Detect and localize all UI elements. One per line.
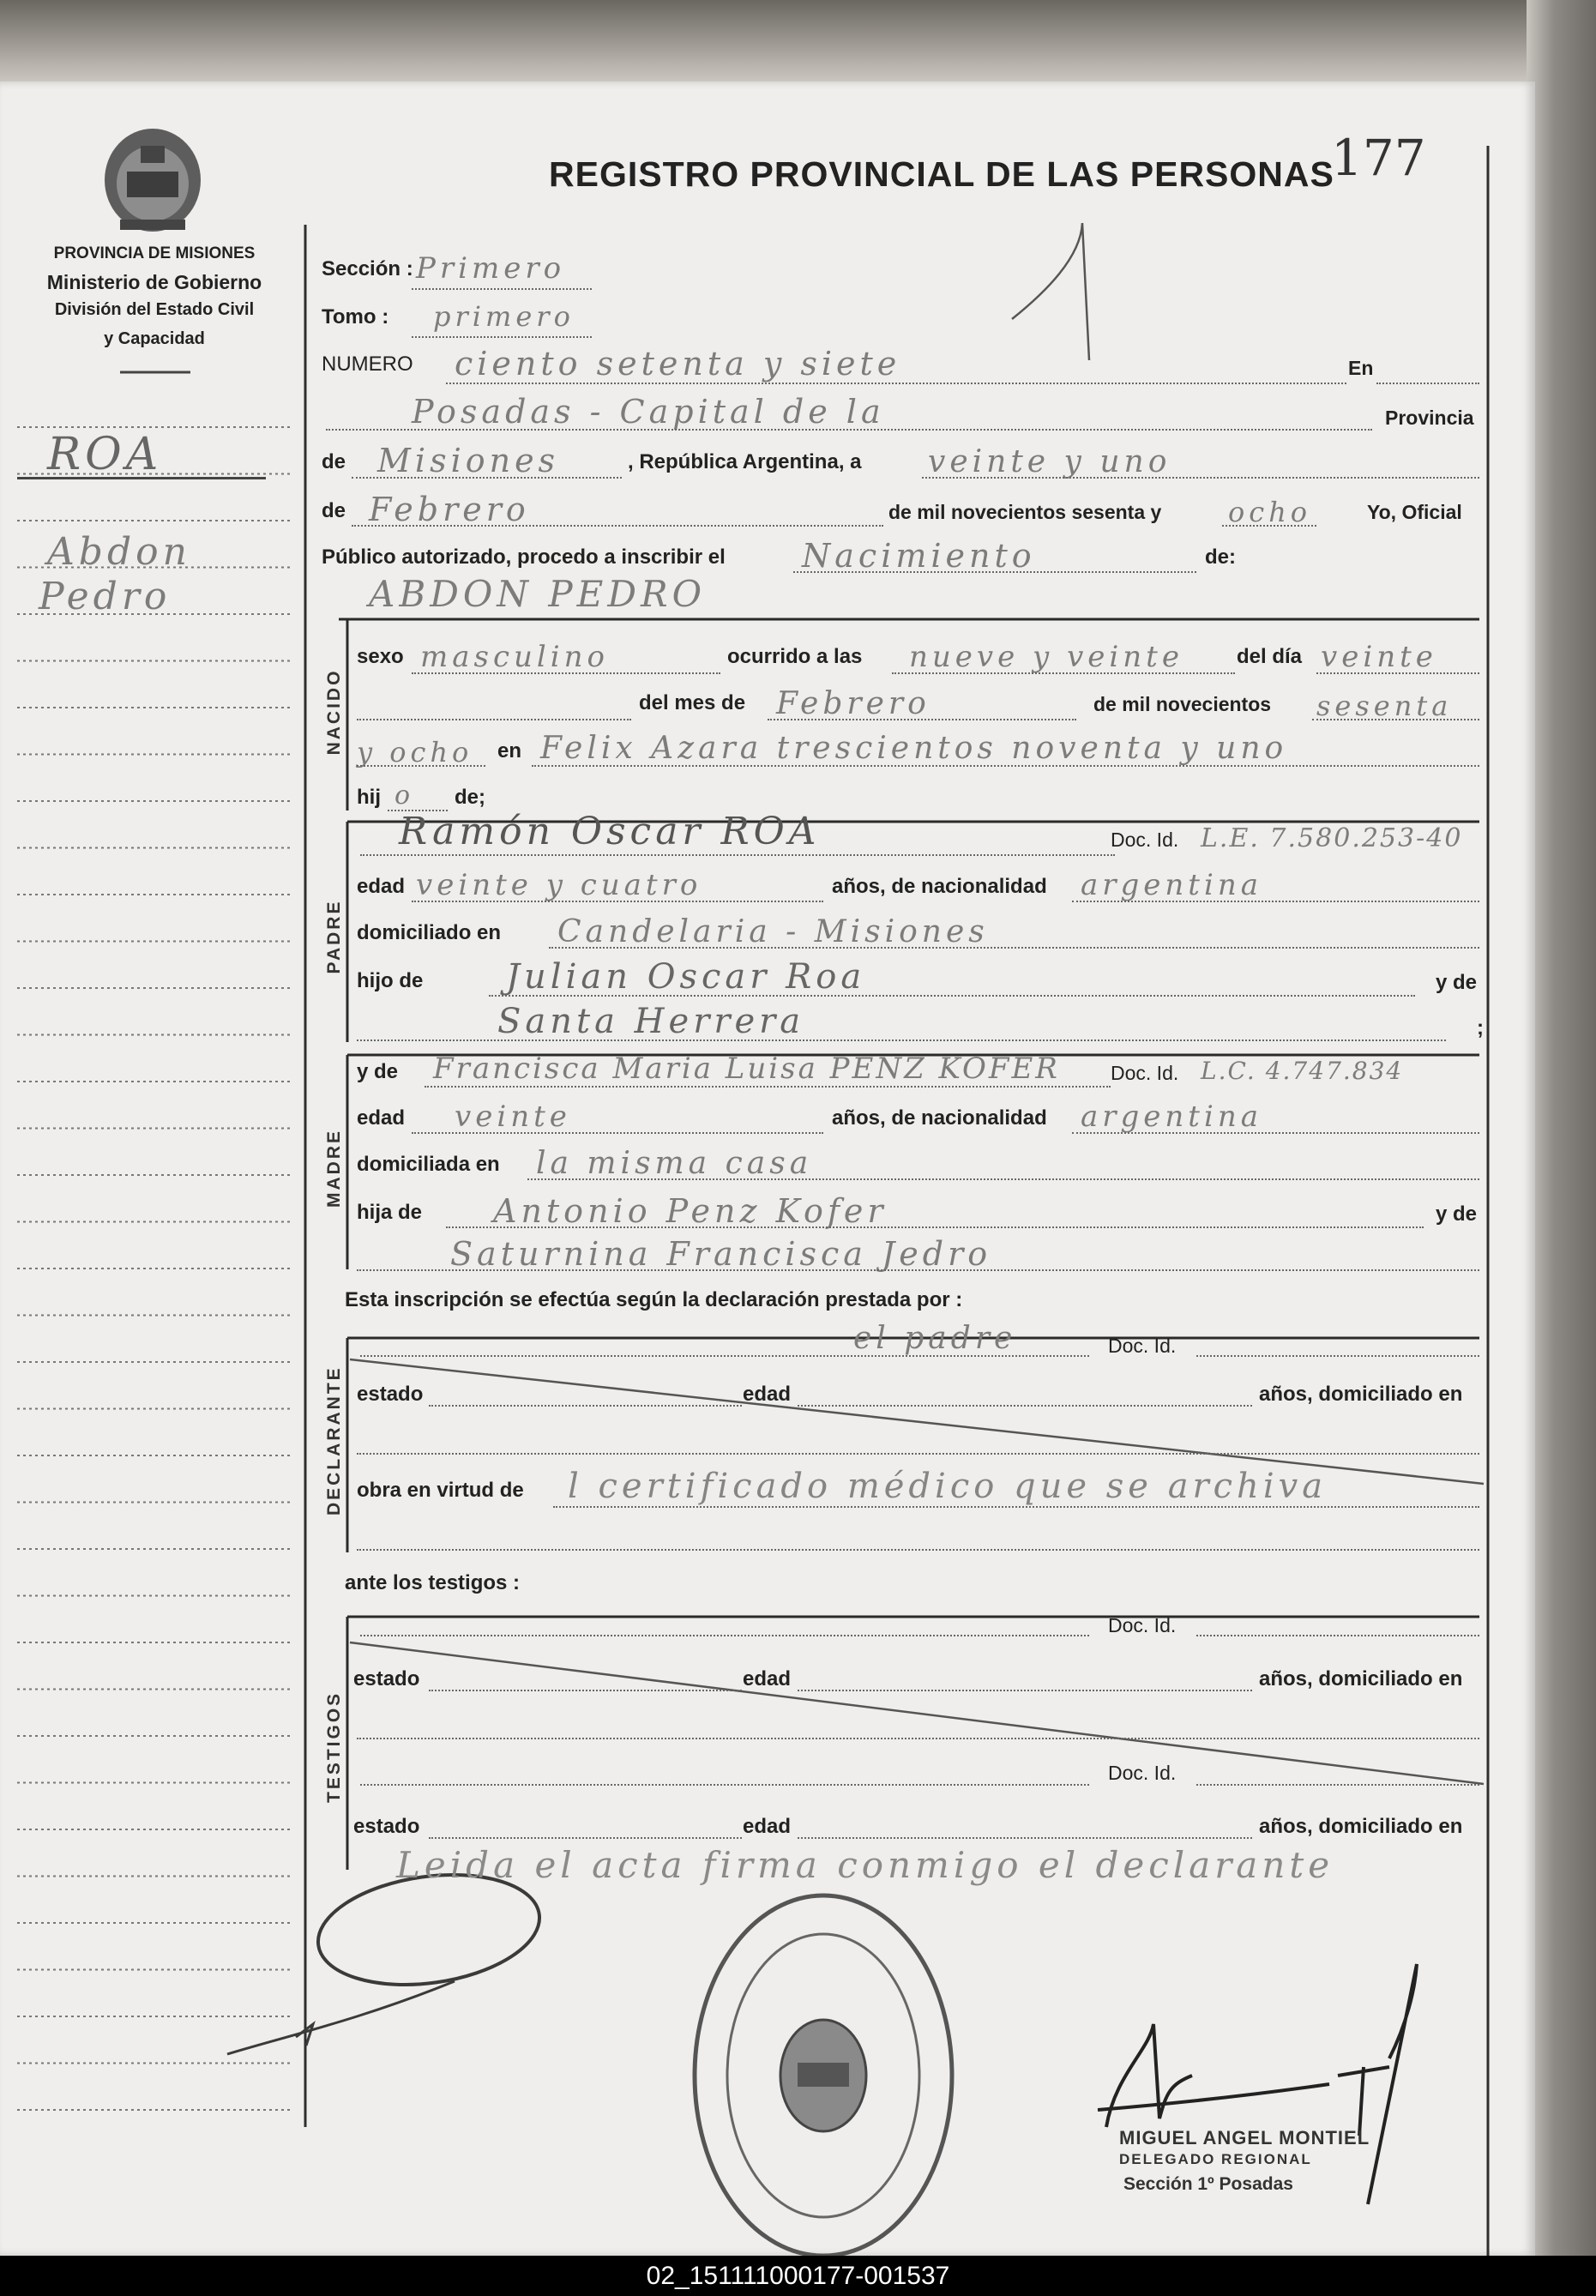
- value-dia-nac: veinte: [1321, 640, 1437, 674]
- value-anio-nac-2: y ocho: [357, 736, 473, 768]
- label-testigo2-edad: edad: [743, 1815, 792, 1838]
- label-ocurrido: ocurrido a las: [727, 645, 863, 668]
- value-padre-nombre: Ramón Oscar ROA: [399, 810, 821, 853]
- label-mil-novecientos: de mil novecientos: [1093, 693, 1272, 715]
- label-madre-doc: Doc. Id.: [1111, 1062, 1179, 1084]
- label-yo-oficial: Yo, Oficial: [1367, 501, 1462, 523]
- label-declarante-estado: estado: [357, 1383, 424, 1406]
- official-round-stamp: [695, 1895, 952, 2256]
- label-madre-y-de-2: y de: [1436, 1202, 1478, 1226]
- value-acto: Nacimiento: [802, 537, 1036, 575]
- value-lugar: Felix Azara trescientos noventa y uno: [540, 731, 1288, 766]
- label-madre-edad: edad: [357, 1106, 406, 1130]
- value-padre-dom: Candelaria - Misiones: [557, 914, 989, 949]
- label-padre-hijo-de: hijo de: [357, 969, 424, 992]
- label-declarante-doc: Doc. Id.: [1108, 1335, 1177, 1357]
- label-padre-dom: domiciliado en: [357, 921, 502, 944]
- file-id-bar: 02_151111000177-001537: [0, 2256, 1596, 2296]
- label-del-dia: del día: [1237, 645, 1303, 668]
- label-de-padres: de;: [455, 786, 485, 809]
- value-cierre: Leida el acta firma conmigo el declarante: [396, 1844, 1334, 1886]
- label-numero: NUMERO: [322, 353, 413, 376]
- value-obra: l certificado médico que se archiva: [568, 1467, 1328, 1506]
- label-declarante-anos: años, domiciliado en: [1259, 1383, 1463, 1406]
- value-padre-hijo-de: Julian Oscar Roa: [506, 957, 866, 997]
- margin-given-name-1: Abdon: [47, 530, 191, 574]
- value-anio: ocho: [1228, 496, 1312, 528]
- label-madre-hija-de: hija de: [357, 1201, 423, 1224]
- label-en-lugar: en: [497, 739, 522, 762]
- side-label-madre: MADRE: [324, 1129, 344, 1208]
- label-de-mes: de: [322, 499, 346, 522]
- label-en: En: [1348, 357, 1374, 379]
- label-mil-novecientos-sesenta: de mil novecientos sesenta y: [888, 501, 1162, 523]
- margin-surname: ROA: [47, 429, 163, 480]
- label-testigo1-anos: años, domiciliado en: [1259, 1667, 1463, 1690]
- value-sexo: masculino: [420, 640, 610, 674]
- label-provincia: Provincia: [1385, 407, 1474, 429]
- value-hora: nueve y veinte: [909, 640, 1183, 674]
- value-madre-doc: L.C. 4.747.834: [1201, 1057, 1404, 1085]
- side-label-padre: PADRE: [324, 899, 344, 974]
- label-hij: hij: [357, 786, 381, 809]
- label-declarante-edad: edad: [743, 1383, 792, 1406]
- label-testigo1-doc: Doc. Id.: [1108, 1614, 1177, 1636]
- label-padre-nac: años, de nacionalidad: [832, 875, 1047, 898]
- value-declarante: el padre: [853, 1321, 1017, 1356]
- issuer-province: PROVINCIA DE MISIONES: [53, 244, 256, 262]
- value-tomo: primero: [433, 300, 575, 333]
- value-madre-nombre: Francisca Maria Luisa PENZ KOFER: [433, 1052, 1060, 1086]
- registrar-title: DELEGADO REGIONAL: [1119, 2151, 1312, 2167]
- value-madre-dom: la misma casa: [536, 1146, 813, 1181]
- issuer-ministry: Ministerio de Gobierno: [46, 271, 262, 293]
- value-numero: ciento setenta y siete: [455, 345, 901, 383]
- value-nombre: ABDON PEDRO: [369, 573, 707, 615]
- label-testigo2-estado: estado: [353, 1815, 420, 1838]
- value-madre-y-de: Saturnina Francisca Jedro: [450, 1235, 992, 1273]
- value-seccion: Primero: [416, 251, 566, 286]
- label-seccion: Sección :: [322, 257, 413, 280]
- label-padre-y-de: y de: [1436, 971, 1478, 994]
- label-testigo2-anos: años, domiciliado en: [1259, 1815, 1463, 1838]
- value-anio-nac-1: sesenta: [1316, 690, 1453, 722]
- side-label-declarante: DECLARANTE: [324, 1365, 344, 1516]
- label-de-acto: de:: [1205, 545, 1236, 569]
- label-del-mes: del mes de: [639, 691, 746, 714]
- side-label-nacido: NACIDO: [324, 668, 344, 756]
- registrar-name: MIGUEL ANGEL MONTIEL: [1119, 2127, 1370, 2148]
- label-republica: , República Argentina, a: [628, 450, 862, 473]
- value-provincia: Misiones: [377, 442, 560, 479]
- label-testigo1-edad: edad: [743, 1667, 792, 1690]
- value-padre-edad: veinte y cuatro: [416, 868, 702, 902]
- value-mes-nac: Febrero: [776, 686, 930, 721]
- registrar-signature: [1098, 1964, 1417, 2204]
- label-madre-dom: domiciliada en: [357, 1153, 500, 1176]
- label-padre-doc: Doc. Id.: [1111, 829, 1179, 851]
- label-madre-nac: años, de nacionalidad: [832, 1106, 1047, 1130]
- issuer-division: División del Estado Civil: [54, 300, 255, 319]
- value-padre-y-de: Santa Herrera: [497, 1002, 805, 1041]
- label-obra: obra en virtud de: [357, 1479, 524, 1502]
- label-padre-edad: edad: [357, 875, 406, 898]
- provincial-coat-of-arms: [105, 129, 201, 232]
- margin-given-name-2: Pedro: [39, 575, 172, 618]
- value-padre-nac: argentina: [1081, 868, 1263, 902]
- label-madre-y-de: y de: [357, 1060, 399, 1083]
- value-hij-suffix: o: [394, 780, 411, 811]
- value-ciudad: Posadas - Capital de la: [412, 393, 885, 431]
- value-dia: veinte y uno: [928, 444, 1171, 479]
- label-testigo2-doc: Doc. Id.: [1108, 1762, 1177, 1784]
- label-testigos: ante los testigos :: [345, 1571, 521, 1594]
- value-mes: Febrero: [369, 491, 530, 528]
- label-declaracion: Esta inscripción se efectúa según la declaración prestada por :: [345, 1288, 963, 1311]
- value-padre-doc: L.E. 7.580.253-40: [1201, 823, 1463, 853]
- value-madre-hija-de: Antonio Penz Kofer: [493, 1192, 888, 1230]
- page-number: 177: [1331, 129, 1426, 187]
- label-de: de: [322, 450, 346, 473]
- label-tomo: Tomo :: [322, 305, 389, 328]
- issuer-division-2: y Capacidad: [104, 329, 205, 348]
- registrar-section: Sección 1º Posadas: [1123, 2174, 1293, 2194]
- value-madre-nac: argentina: [1081, 1100, 1263, 1134]
- label-sexo: sexo: [357, 645, 404, 668]
- document-title: REGISTRO PROVINCIAL DE LAS PERSONAS: [549, 154, 1334, 194]
- label-publico: Público autorizado, procedo a inscribir el: [322, 545, 726, 569]
- label-semicolon: ;: [1477, 1016, 1484, 1040]
- value-madre-edad: veinte: [455, 1100, 571, 1134]
- side-label-testigos: TESTIGOS: [324, 1690, 344, 1803]
- label-testigo1-estado: estado: [353, 1667, 420, 1690]
